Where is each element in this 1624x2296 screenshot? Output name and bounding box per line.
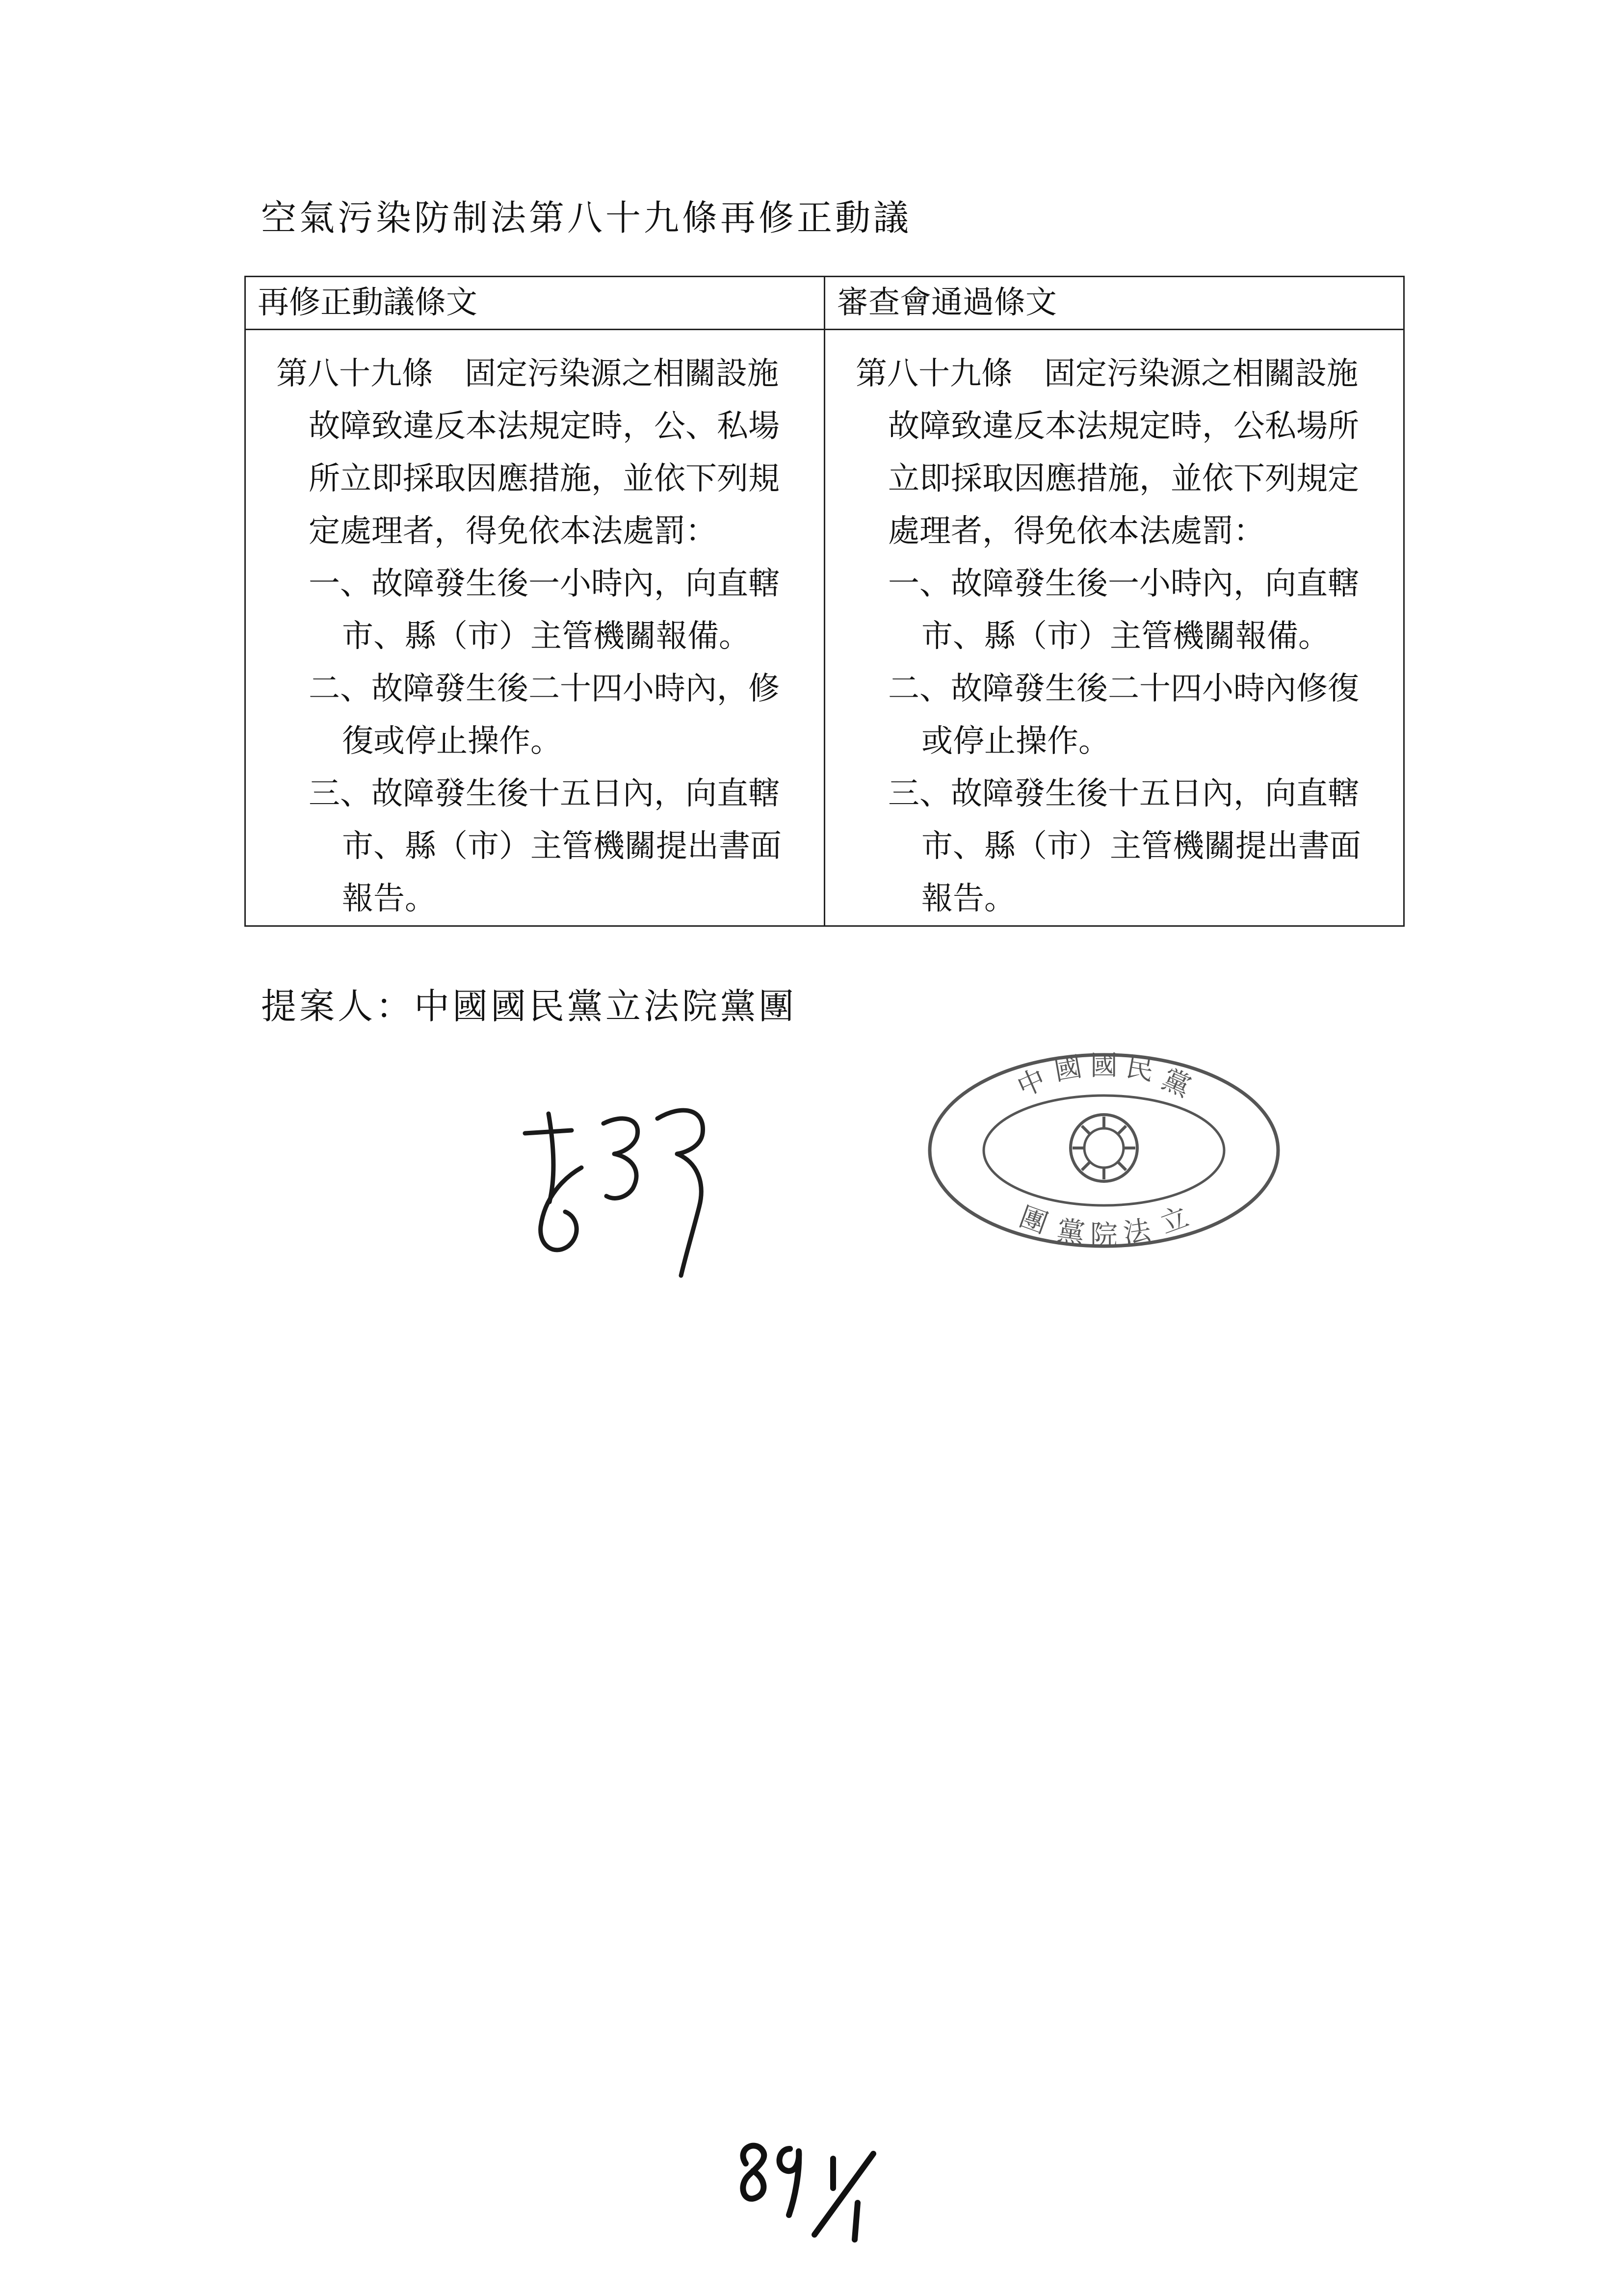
article-item: 三、故障發生後十五日內，向直轄市、縣（市）主管機關提出書面報告。 [309,776,782,917]
svg-text:黨: 黨 [1055,1214,1087,1250]
article-head: 第八十九條 固定污染源之相關設施故障致違反本法規定時，公、私場所立即採取因應措施，並依下列規定處理者，得免依本法處罰： [276,356,780,549]
article-item: 一、故障發生後一小時內，向直轄市、縣（市）主管機關報備。 [309,566,780,654]
article-item: 二、故障發生後二十四小時內修復或停止操作。 [888,671,1359,759]
revised-motion-cell [245,330,825,926]
svg-text:法: 法 [1121,1214,1153,1250]
svg-text:團: 團 [1015,1200,1052,1240]
svg-text:院: 院 [1090,1220,1118,1252]
article-item: 一、故障發生後一小時內，向直轄市、縣（市）主管機關報備。 [888,566,1359,654]
article-item: 二、故障發生後二十四小時內，修復或停止操作。 [309,671,780,759]
comparison-table [244,276,1405,927]
svg-text:中: 中 [1012,1063,1051,1104]
svg-text:黨: 黨 [1157,1063,1196,1104]
article-head: 第八十九條 固定污染源之相關設施故障致違反本法規定時，公私場所立即採取因應措施，並依下列規定處理者，得免依本法處罰： [856,356,1359,549]
svg-text:國: 國 [1051,1050,1085,1087]
table-row [245,330,1404,926]
header-committee-passed: 審查會通過條文 [825,277,1404,330]
party-seal [922,1047,1285,1253]
document-title: 空氣污染防制法第八十九條再修正動議 [261,197,912,238]
proposer-line: 提案人：中國國民黨立法院黨團 [261,986,797,1027]
svg-text:民: 民 [1123,1050,1156,1087]
article-item: 三、故障發生後十五日內，向直轄市、縣（市）主管機關提出書面報告。 [888,776,1361,917]
svg-text:立: 立 [1156,1200,1193,1240]
svg-text:國: 國 [1090,1050,1118,1082]
committee-passed-cell [825,330,1404,926]
handwritten-signature [510,1079,785,1285]
header-revised-motion: 再修正動議條文 [245,277,825,330]
table-header-row [245,277,1404,330]
page-number [726,2129,893,2247]
